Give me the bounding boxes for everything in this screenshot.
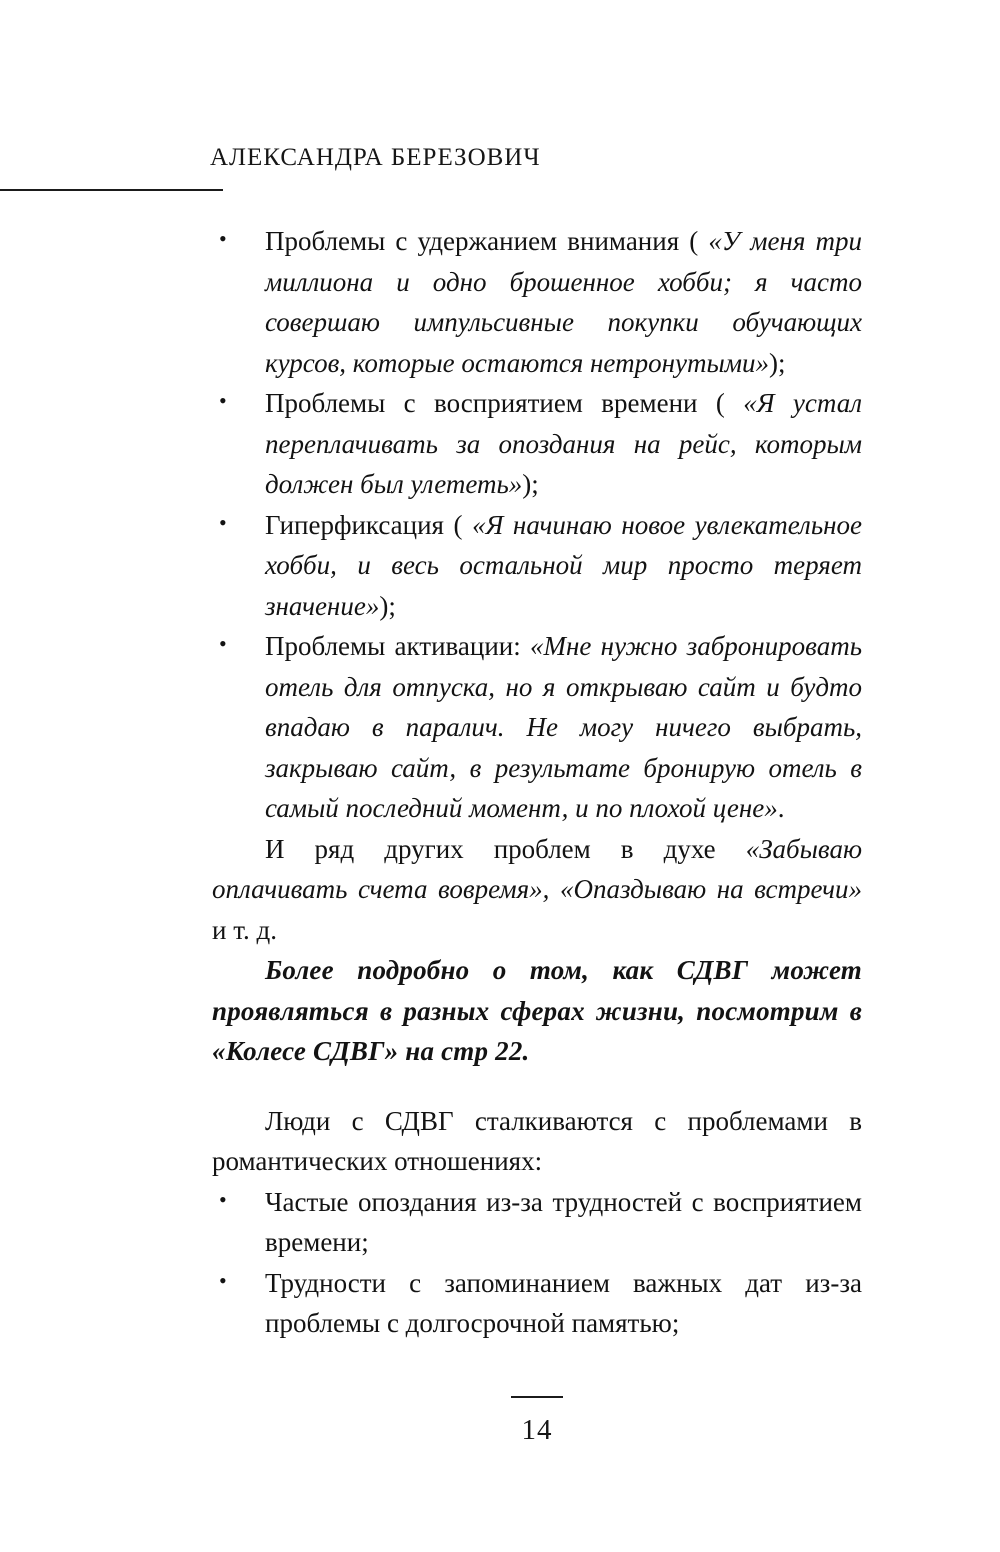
header-divider xyxy=(0,189,223,191)
text-segment-roman: Люди с СДВГ сталкиваются с проблемами в романтических отношениях: xyxy=(212,1105,862,1176)
text-segment-roman: Трудности с запоминанием важных дат из-за проблемы с долгосрочной памятью; xyxy=(265,1267,862,1338)
bullet-icon: • xyxy=(219,388,227,413)
text-segment-roman: Гиперфиксация ( xyxy=(265,509,473,540)
text-segment-roman: Проблемы с удержанием внимания ( xyxy=(265,226,709,256)
bullet-item xyxy=(212,505,862,627)
paragraph xyxy=(212,950,862,1072)
bullet-item xyxy=(212,383,862,505)
bullet-icon: • xyxy=(219,509,227,535)
text-segment-roman: Проблемы с восприятием времени ( xyxy=(265,388,744,418)
bullet-item xyxy=(212,626,862,829)
text-segment-italic: «Я устал переплачивать за опоздания на рейс, которым должен был улететь» xyxy=(265,388,862,499)
running-header: АЛЕКСАНДРА БЕРЕЗОВИЧ xyxy=(210,144,541,171)
text-segment-italic: «Мне нужно забронировать отель для отпуска, но я открываю сайт и будто впадаю в паралич. Не могу ничего выбрать, закрываю сайт, в результате бронирую отель в самый последний момент, и по плохой цене» xyxy=(265,631,862,823)
paragraph xyxy=(212,829,862,951)
text-segment-roman: ); xyxy=(379,590,396,621)
page-content xyxy=(212,221,862,1344)
page-number: 14 xyxy=(521,1414,553,1446)
footer-divider xyxy=(511,1396,563,1398)
text-segment-roman: . xyxy=(777,793,785,823)
bullet-item xyxy=(212,1263,862,1344)
paragraph xyxy=(212,1101,862,1182)
text-segment-roman: и т. д. xyxy=(212,914,277,945)
text-segment-roman: Частые опоздания из-за трудностей с восприятием времени; xyxy=(265,1186,862,1257)
text-segment-italic: «Забываю оплачивать счета вовремя», «Опаздываю на встречи» xyxy=(212,833,862,904)
text-segment-roman: Проблемы активации: xyxy=(265,631,531,661)
text-segment-roman: ); xyxy=(522,469,539,499)
text-segment-roman: ); xyxy=(768,347,786,378)
text-segment-italic: «Я начинаю новое увлекательное хобби, и весь остальной мир просто теряет значение» xyxy=(265,509,862,621)
bullet-icon: • xyxy=(219,226,227,251)
text-segment-bolditalic: Более подробно о том, как СДВГ может проявляться в разных сферах жизни, посмотрим в «Колесе СДВГ» на стр 22. xyxy=(212,955,862,1066)
text-segment-italic: «У меня три миллиона и одно брошенное хобби; я часто совершаю импульсивные покупки обучающих курсов, которые остаются нетронутыми» xyxy=(265,226,863,378)
bullet-icon: • xyxy=(219,1186,227,1212)
bullet-item xyxy=(212,221,862,383)
bullet-icon: • xyxy=(219,631,227,656)
text-segment-roman: И ряд других проблем в духе xyxy=(265,833,746,864)
bullet-item xyxy=(212,1182,862,1263)
bullet-icon: • xyxy=(219,1267,227,1293)
